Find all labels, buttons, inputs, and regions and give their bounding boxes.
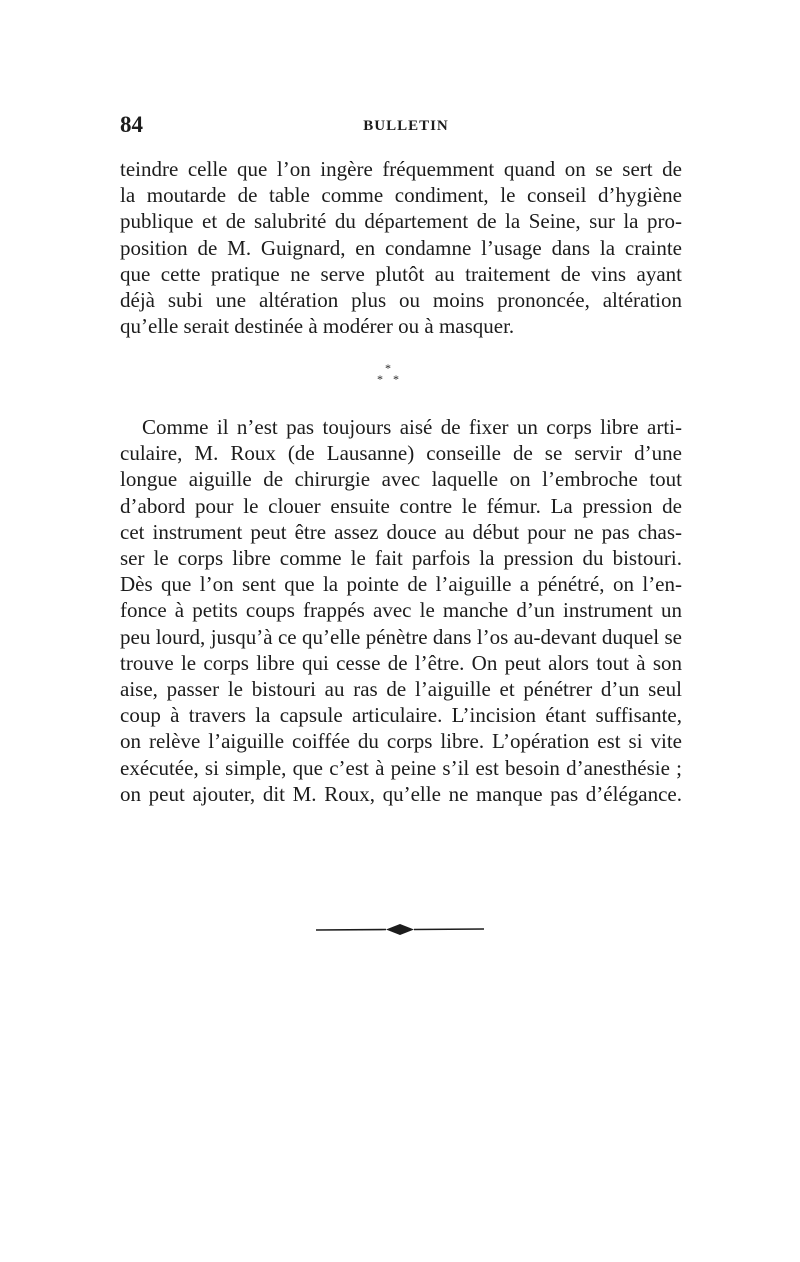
text-line: cet instrument peut être assez douce au début pour ne pas chas- — [120, 519, 682, 544]
asterism-star-icon: * — [377, 372, 383, 386]
end-ornament-icon — [316, 920, 484, 938]
text-line: longue aiguille de chirurgie avec laquelle on l’embroche tout — [120, 467, 682, 492]
text-line: position de M. Guignard, en condamne l’usage dans la crainte — [120, 235, 682, 260]
page-header — [118, 112, 694, 142]
text-line: on peut ajouter, dit M. Roux, qu’elle ne manque pas d’élégance. — [120, 781, 682, 806]
text-line: publique et de salubrité du département de la Seine, sur la pro- — [120, 209, 682, 234]
text-line: Dès que l’on sent que la pointe de l’aiguille a pénétré, on l’en- — [120, 572, 682, 597]
text-line: teindre celle que l’on ingère fréquemment quand on se sert de — [120, 157, 682, 181]
text-line: ser le corps libre comme le fait parfois la pression du bistouri. — [120, 546, 682, 571]
page-number: 84 — [120, 112, 143, 137]
paragraph-2 — [120, 414, 682, 807]
asterism-star-icon: * — [393, 372, 399, 386]
text-line: Comme il n’est pas toujours aisé de fixer un corps libre arti- — [142, 415, 682, 439]
asterism-star-icon: * — [385, 361, 391, 375]
text-line: d’abord pour le clouer ensuite contre le fémur. La pression de — [120, 493, 682, 518]
asterism-separator — [370, 362, 410, 392]
text-line: trouve le corps libre qui cesse de l’être. On peut alors tout à son — [120, 650, 682, 675]
text-line: déjà subi une altération plus ou moins prononcée, altération — [120, 288, 682, 313]
text-line: la moutarde de table comme condiment, le conseil d’hygiène — [120, 183, 682, 208]
text-line: fonce à petits coups frappés avec le manche d’un instrument un — [120, 598, 682, 623]
text-line: aise, passer le bistouri au ras de l’aiguille et pénétrer d’un seul — [120, 677, 682, 702]
text-line: exécutée, si simple, que c’est à peine s’il est besoin d’anesthésie ; — [120, 755, 682, 780]
text-line: que cette pratique ne serve plutôt au traitement de vins ayant — [120, 261, 682, 286]
text-line: on relève l’aiguille coiffée du corps libre. L’opération est si vite — [120, 729, 682, 754]
text-line: coup à travers la capsule articulaire. L’incision étant suffisante, — [120, 703, 682, 728]
paragraph-1 — [120, 156, 682, 339]
text-line: culaire, M. Roux (de Lausanne) conseille de se servir d’une — [120, 441, 682, 466]
text-line: peu lourd, jusqu’à ce qu’elle pénètre dans l’os au-devant duquel se — [120, 624, 682, 649]
running-head: BULLETIN — [363, 118, 449, 134]
text-line: qu’elle serait destinée à modérer ou à masquer. — [120, 314, 515, 339]
